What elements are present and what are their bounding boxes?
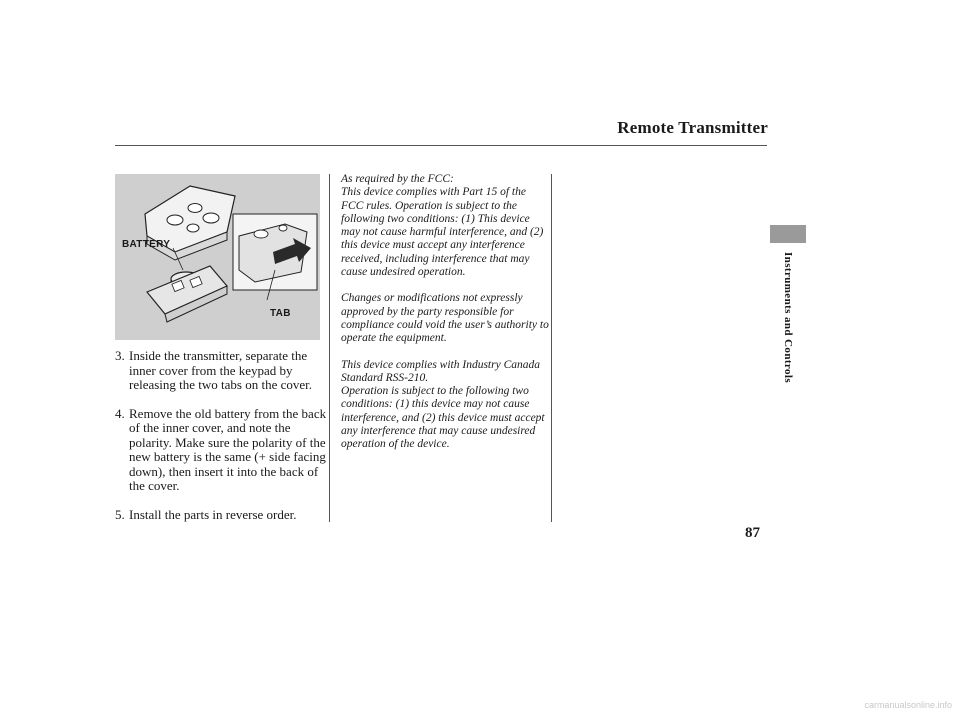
fcc-body: This device complies with Part 15 of the FCC rules. Operation is subject to the following two conditions: (1) This device may not cause harmful interference, and (2) this device must accept any interference received, including interference that may cause undesired operation. (341, 186, 544, 279)
industry-canada-notice (341, 359, 549, 452)
section-tab-label: Instruments and Controls (782, 252, 794, 384)
modification-warning: Changes or modifications not expressly approved by the party responsible for compliance could void the user’s authority to operate the equipment. (341, 292, 549, 345)
ic-body: Operation is subject to the following two conditions: (1) this device may not cause interference, and (2) this device must accept any interference that may cause undesired operation of the device. (341, 385, 545, 451)
keypad-button (203, 213, 219, 223)
header-rule (115, 145, 767, 146)
tab-label: TAB (270, 308, 291, 319)
fcc-heading: As required by the FCC: (341, 173, 454, 185)
fcc-notice (341, 173, 549, 465)
section-tab-marker (770, 225, 806, 243)
keypad-button (188, 204, 202, 213)
keypad-button (167, 215, 183, 225)
battery-label: BATTERY (122, 239, 171, 250)
column-divider (329, 174, 330, 522)
battery-replacement-figure (115, 174, 320, 340)
page-title: Remote Transmitter (617, 118, 768, 137)
ic-heading: This device complies with Industry Canada Standard RSS-210. (341, 358, 540, 384)
step-number: 4. (115, 405, 125, 421)
step-number: 5. (115, 506, 125, 522)
watermark: carmanualsonline.info (864, 700, 952, 710)
step-item (115, 508, 330, 523)
fcc-paragraph (341, 173, 549, 279)
step-text: Remove the old battery from the back of the inner cover, and note the polarity. Make sure the polarity of the new battery is the same (+ side facing down), then insert it into the back of the cover. (129, 405, 327, 493)
step-number: 3. (115, 348, 125, 363)
step-item (115, 407, 330, 494)
column-divider (551, 174, 552, 522)
step-text: Inside the transmitter, separate the inner cover from the keypad by releasing the two tabs on the cover. (129, 348, 313, 392)
instruction-steps (115, 349, 330, 536)
step-item (115, 349, 330, 393)
step-text: Install the parts in reverse order. (129, 506, 297, 522)
keypad-button (187, 224, 199, 232)
page-number: 87 (745, 525, 760, 541)
